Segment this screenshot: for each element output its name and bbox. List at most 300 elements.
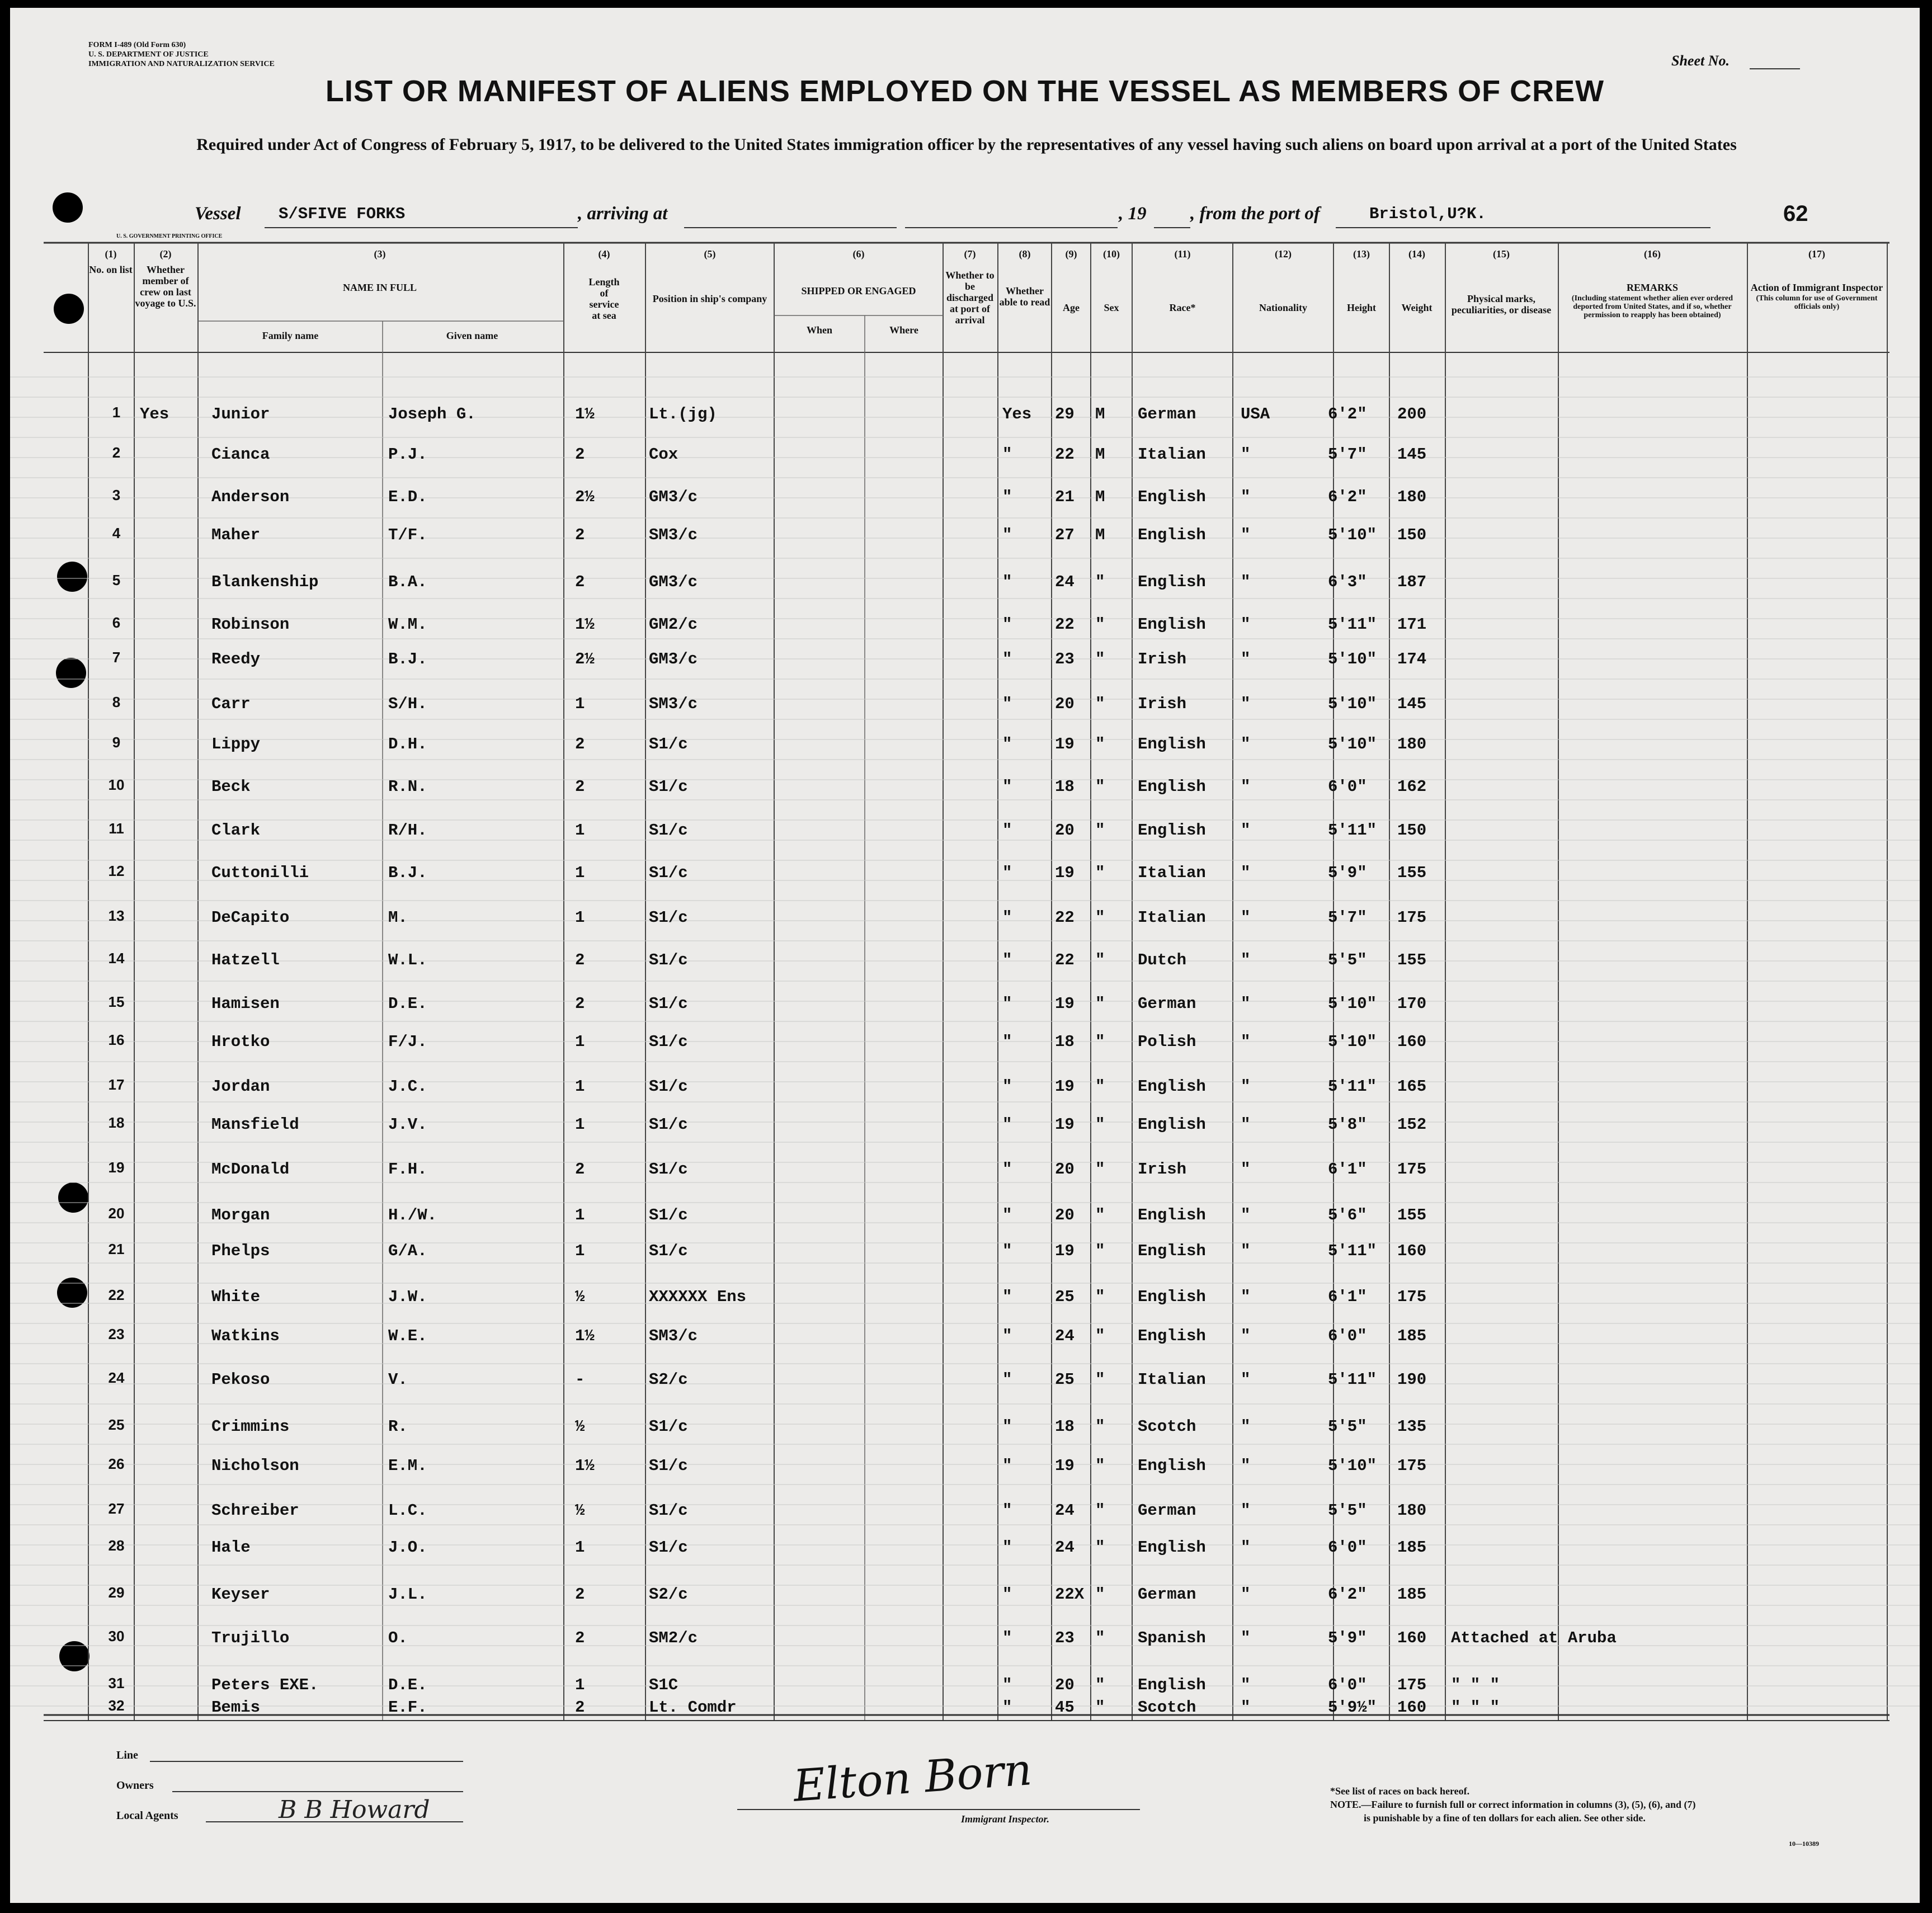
col-1-header: (1) No. on list [89,248,133,275]
given-name-cell: J.V. [388,1115,427,1134]
service-length-cell: 2 [575,1585,585,1604]
able-to-read-cell: " [1002,573,1012,591]
position-cell: S1/c [649,1417,688,1436]
service-length-cell: 1 [575,821,585,840]
sex-cell: " [1095,1327,1105,1345]
service-length-cell: 1 [575,695,585,713]
row-number: 8 [112,694,121,710]
given-name-cell: B.A. [388,573,427,591]
family-name-cell: McDonald [211,1160,290,1179]
punch-hole [57,1278,87,1308]
sex-cell: " [1095,951,1105,969]
position-cell: S1/c [649,1115,688,1134]
vessel-label: Vessel [195,204,241,224]
position-cell: S1/c [649,995,688,1013]
weight-cell: 155 [1397,1206,1427,1224]
service-length-cell: 1 [575,1077,585,1096]
punch-hole [56,658,86,688]
sex-cell: " [1095,1160,1105,1179]
family-name-cell: Robinson [211,615,290,634]
position-cell: Lt.(jg) [649,405,717,423]
weight-cell: 162 [1397,778,1427,796]
col-14-header: (14) Weight [1401,248,1432,313]
weight-cell: 175 [1397,908,1427,927]
age-cell: 19 [1055,735,1075,753]
sex-cell: M [1095,445,1105,464]
age-cell: 21 [1055,488,1075,506]
race-cell: Scotch [1138,1698,1196,1717]
service-length-cell: 2½ [575,488,595,506]
nationality-cell: " [1241,695,1251,713]
family-name-cell: Trujillo [211,1629,290,1647]
col-9-header: (9) Age [1063,248,1080,313]
position-cell: S1/c [649,1160,688,1179]
row-number: 4 [112,525,121,541]
position-cell: S1/c [649,1206,688,1224]
form-id: FORM I-489 (Old Form 630) U. S. DEPARTMENT OF JUSTICE IMMIGRATION AND NATURALIZATION SERVICE [88,41,275,68]
weight-cell: 200 [1397,405,1427,423]
able-to-read-cell: " [1002,695,1012,713]
age-cell: 24 [1055,1327,1075,1345]
note-line-1: NOTE.—Failure to furnish full or correct information in columns (3), (5), (6), and (7) [1330,1799,1696,1810]
family-name-cell: Peters EXE. [211,1676,319,1694]
given-name-cell: D.H. [388,735,427,753]
height-cell: 5'10" [1328,650,1377,668]
service-length-cell: 2 [575,1629,585,1647]
service-length-cell: ½ [575,1288,585,1306]
sex-cell: " [1095,1501,1105,1520]
given-name-cell: J.W. [388,1288,427,1306]
height-cell: 5'11" [1328,1242,1377,1260]
race-cell: English [1138,526,1206,544]
service-length-cell: 1½ [575,615,595,634]
nationality-cell: " [1241,735,1251,753]
age-cell: 25 [1055,1370,1075,1389]
service-length-cell: 1 [575,1206,585,1224]
able-to-read-cell: " [1002,951,1012,969]
family-name-cell: Schreiber [211,1501,299,1520]
given-name-cell: R/H. [388,821,427,840]
given-name-cell: D.E. [388,995,427,1013]
nationality-cell: " [1241,864,1251,882]
nationality-cell: " [1241,1115,1251,1134]
position-cell: S1/c [649,1501,688,1520]
position-cell: SM3/c [649,695,698,713]
race-cell: Italian [1138,445,1206,464]
nationality-cell: " [1241,1206,1251,1224]
height-cell: 6'2" [1328,488,1367,506]
service-length-cell: 2 [575,445,585,464]
race-cell: Irish [1138,1160,1187,1179]
nationality-cell: " [1241,1457,1251,1475]
able-to-read-cell: " [1002,778,1012,796]
position-cell: S1/c [649,1242,688,1260]
height-cell: 6'0" [1328,1538,1367,1557]
height-cell: 5'11" [1328,615,1377,634]
age-cell: 45 [1055,1698,1075,1717]
given-name-cell: D.E. [388,1676,427,1694]
height-cell: 6'0" [1328,1327,1367,1345]
row-number: 29 [108,1584,125,1601]
owners-label: Owners [116,1779,154,1792]
given-name-cell: J.C. [388,1077,427,1096]
family-name-cell: Clark [211,821,261,840]
row-number: 25 [108,1416,125,1433]
able-to-read-cell: " [1002,1585,1012,1604]
height-cell: 5'10" [1328,526,1377,544]
given-name-cell: V. [388,1370,408,1389]
given-name-cell: T/F. [388,526,427,544]
col-17-header: (17) Action of Immigrant Inspector (This column for use of Government officials only) [1750,248,1883,311]
page-title: LIST OR MANIFEST OF ALIENS EMPLOYED ON THE VESSEL AS MEMBERS OF CREW [325,74,1605,108]
nationality-cell: " [1241,908,1251,927]
col-4-header: (4) Length of service at sea [588,248,620,321]
height-cell: 6'1" [1328,1160,1367,1179]
weight-cell: 180 [1397,488,1427,506]
able-to-read-cell: " [1002,735,1012,753]
age-cell: 20 [1055,1676,1075,1694]
nationality-cell: " [1241,1417,1251,1436]
given-name-cell: B.J. [388,650,427,668]
able-to-read-cell: " [1002,1676,1012,1694]
race-cell: English [1138,1676,1206,1694]
col-11-header: (11) Race* [1169,248,1196,313]
race-cell: Dutch [1138,951,1187,969]
race-cell: German [1138,1501,1196,1520]
col-5-header: (5) Position in ship's company [652,248,767,304]
service-length-cell: 1 [575,908,585,927]
position-cell: SM3/c [649,1327,698,1345]
given-name-cell: H./W. [388,1206,437,1224]
given-name-cell: J.L. [388,1585,427,1604]
position-cell: S1C [649,1676,678,1694]
family-name-cell: Bemis [211,1698,261,1717]
nationality-cell: " [1241,650,1251,668]
nationality-cell: USA [1241,405,1270,423]
height-cell: 5'10" [1328,735,1377,753]
family-name-cell: Blankenship [211,573,319,591]
sex-cell: " [1095,1585,1105,1604]
owners-underline [172,1791,463,1792]
row-number: 11 [109,820,124,837]
weight-cell: 155 [1397,951,1427,969]
weight-cell: 160 [1397,1629,1427,1647]
family-name-subheader: Family name [262,330,319,341]
able-to-read-cell: " [1002,1501,1012,1520]
line-label: Line [116,1749,138,1761]
nationality-cell: " [1241,1676,1251,1694]
family-name-cell: Hatzell [211,951,280,969]
nationality-cell: " [1241,1698,1251,1717]
row-number: 21 [108,1241,125,1257]
remarks-cell: " " " [1451,1676,1500,1694]
age-cell: 20 [1055,695,1075,713]
position-cell: GM3/c [649,488,698,506]
height-cell: 5'5" [1328,1417,1367,1436]
age-cell: 19 [1055,1242,1075,1260]
row-number: 27 [108,1500,125,1517]
given-name-cell: E.F. [388,1698,427,1717]
given-name-cell: M. [388,908,408,927]
race-cell: English [1138,821,1206,840]
height-cell: 5'5" [1328,951,1367,969]
position-cell: S1/c [649,908,688,927]
service-length-cell: 2½ [575,650,595,668]
service-length-cell: 2 [575,526,585,544]
sex-cell: " [1095,908,1105,927]
service-length-cell: ½ [575,1417,585,1436]
col-16-header: (16) REMARKS (Including statement whether alien ever ordered deported from United States, and if so, whether permission to reapply has been obtained) [1571,248,1733,319]
row-number: 13 [108,907,125,924]
family-name-cell: Lippy [211,735,261,753]
nationality-cell: " [1241,1033,1251,1051]
weight-cell: 145 [1397,445,1427,464]
arriving-label: , arriving at [578,204,668,224]
race-cell: English [1138,488,1206,506]
col-10-header: (10) Sex [1103,248,1120,313]
remarks-cell: Attached at Aruba [1451,1629,1617,1647]
weight-cell: 187 [1397,573,1427,591]
family-name-cell: Mansfield [211,1115,299,1134]
sex-cell: " [1095,778,1105,796]
able-to-read-cell: " [1002,995,1012,1013]
height-cell: 5'7" [1328,445,1367,464]
position-cell: S1/c [649,1457,688,1475]
able-to-read-cell: " [1002,1629,1012,1647]
sex-cell: " [1095,1538,1105,1557]
family-name-cell: Hrotko [211,1033,270,1051]
weight-cell: 171 [1397,615,1427,634]
page-number: 62 [1783,201,1808,226]
sex-cell: " [1095,1698,1105,1717]
height-cell: 5'10" [1328,695,1377,713]
position-cell: Lt. Comdr [649,1698,737,1717]
able-to-read-cell: " [1002,1538,1012,1557]
position-cell: S1/c [649,951,688,969]
position-cell: S1/c [649,821,688,840]
sex-cell: " [1095,1417,1105,1436]
given-name-cell: W.L. [388,951,427,969]
weight-cell: 160 [1397,1242,1427,1260]
able-to-read-cell: " [1002,1242,1012,1260]
service-length-cell: - [575,1370,585,1389]
page-subtitle: Required under Act of Congress of February 5, 1917, to be delivered to the United States immigration officer by the representatives of any vessel having such aliens on board upon arrival at a port of the United States [196,135,1737,154]
row-number: 22 [108,1287,125,1303]
family-name-cell: DeCapito [211,908,290,927]
nationality-cell: " [1241,573,1251,591]
race-cell: English [1138,1115,1206,1134]
given-name-cell: Joseph G. [388,405,476,423]
race-cell: Scotch [1138,1417,1196,1436]
family-name-cell: Pekoso [211,1370,270,1389]
height-cell: 5'10" [1328,995,1377,1013]
weight-cell: 152 [1397,1115,1427,1134]
sex-cell: " [1095,650,1105,668]
port-underline [1336,227,1710,228]
race-cell: English [1138,1077,1206,1096]
family-name-cell: Junior [211,405,270,423]
row-number: 31 [108,1675,125,1691]
age-cell: 19 [1055,1077,1075,1096]
age-cell: 19 [1055,864,1075,882]
nationality-cell: " [1241,1242,1251,1260]
nationality-cell: " [1241,445,1251,464]
weight-cell: 175 [1397,1160,1427,1179]
race-cell: German [1138,1585,1196,1604]
race-cell: German [1138,405,1196,423]
family-name-cell: Carr [211,695,251,713]
able-to-read-cell: " [1002,445,1012,464]
prev-voyage-cell: Yes [140,405,169,423]
height-cell: 5'10" [1328,1457,1377,1475]
weight-cell: 190 [1397,1370,1427,1389]
row-number: 30 [108,1628,125,1645]
row-number: 10 [108,776,125,793]
row-number: 17 [108,1076,125,1093]
service-length-cell: 2 [575,735,585,753]
year-label: , 19 [1119,204,1147,224]
race-cell: English [1138,1538,1206,1557]
age-cell: 22X [1055,1585,1085,1604]
service-length-cell: 2 [575,1160,585,1179]
local-agents-label: Local Agents [116,1810,178,1822]
age-cell: 29 [1055,405,1075,423]
sex-cell: " [1095,995,1105,1013]
family-name-cell: Nicholson [211,1457,299,1475]
family-name-cell: Jordan [211,1077,270,1096]
family-name-cell: Keyser [211,1585,270,1604]
row-number: 3 [112,487,121,503]
family-name-cell: Reedy [211,650,261,668]
given-name-cell: F/J. [388,1033,427,1051]
service-length-cell: 2 [575,1698,585,1717]
where-subheader: Where [889,324,918,336]
race-cell: English [1138,735,1206,753]
given-name-cell: S/H. [388,695,427,713]
height-cell: 5'11" [1328,1077,1377,1096]
height-cell: 5'11" [1328,1370,1377,1389]
able-to-read-cell: " [1002,526,1012,544]
weight-cell: 135 [1397,1417,1427,1436]
given-name-cell: P.J. [388,445,427,464]
given-name-cell: R. [388,1417,408,1436]
position-cell: GM3/c [649,573,698,591]
row-number: 28 [108,1537,125,1554]
sex-cell: M [1095,526,1105,544]
row-number: 18 [108,1114,125,1131]
able-to-read-cell: " [1002,1115,1012,1134]
able-to-read-cell: " [1002,1206,1012,1224]
family-name-cell: Cianca [211,445,270,464]
nationality-cell: " [1241,778,1251,796]
weight-cell: 174 [1397,650,1427,668]
nationality-cell: " [1241,1370,1251,1389]
age-cell: 22 [1055,615,1075,634]
race-cell: Spanish [1138,1629,1206,1647]
able-to-read-cell: " [1002,1160,1012,1179]
height-cell: 6'0" [1328,778,1367,796]
service-length-cell: 1 [575,1242,585,1260]
race-cell: Irish [1138,695,1187,713]
given-name-cell: F.H. [388,1160,427,1179]
given-name-cell: B.J. [388,864,427,882]
age-cell: 24 [1055,573,1075,591]
row-number: 19 [108,1159,125,1176]
family-name-cell: Crimmins [211,1417,290,1436]
col-13-header: (13) Height [1347,248,1376,313]
able-to-read-cell: " [1002,1698,1012,1717]
nationality-cell: " [1241,1327,1251,1345]
height-cell: 5'10" [1328,1033,1377,1051]
race-cell: Irish [1138,650,1187,668]
row-number: 16 [108,1031,125,1048]
punch-hole [57,562,87,592]
sex-cell: " [1095,695,1105,713]
col-8-header: (8) Whether able to read [999,248,1050,308]
age-cell: 22 [1055,445,1075,464]
weight-cell: 175 [1397,1457,1427,1475]
weight-cell: 155 [1397,864,1427,882]
age-cell: 23 [1055,1629,1075,1647]
punch-hole [54,294,84,324]
able-to-read-cell: Yes [1002,405,1032,423]
race-cell: Italian [1138,864,1206,882]
nationality-cell: " [1241,951,1251,969]
race-cell: English [1138,1457,1206,1475]
able-to-read-cell: " [1002,1417,1012,1436]
sex-cell: M [1095,488,1105,506]
age-cell: 22 [1055,908,1075,927]
race-cell: Polish [1138,1033,1196,1051]
nationality-cell: " [1241,821,1251,840]
sex-cell: " [1095,1033,1105,1051]
form-code: 10—10389 [1789,1840,1819,1848]
family-name-cell: Morgan [211,1206,270,1224]
nationality-cell: " [1241,1538,1251,1557]
arriving-underline [684,227,897,228]
nationality-cell: " [1241,1077,1251,1096]
row-number: 15 [108,993,125,1010]
position-cell: GM3/c [649,650,698,668]
family-name-cell: Anderson [211,488,290,506]
weight-cell: 185 [1397,1585,1427,1604]
manifest-page [10,8,1920,1903]
age-cell: 27 [1055,526,1075,544]
given-name-cell: E.D. [388,488,427,506]
family-name-cell: Hale [211,1538,251,1557]
inspector-label: Immigrant Inspector. [961,1813,1050,1825]
given-name-cell: W.M. [388,615,427,634]
sex-cell: " [1095,735,1105,753]
family-name-cell: Hamisen [211,995,280,1013]
sheet-number-label: Sheet No. [1671,53,1730,69]
col-2-header: (2) Whether member of crew on last voyage to U.S. [135,248,196,309]
given-name-cell: J.O. [388,1538,427,1557]
given-name-cell: W.E. [388,1327,427,1345]
from-port-label: , from the port of [1190,204,1320,224]
able-to-read-cell: " [1002,488,1012,506]
height-cell: 5'9" [1328,864,1367,882]
able-to-read-cell: " [1002,864,1012,882]
race-cell: German [1138,995,1196,1013]
sex-cell: " [1095,1370,1105,1389]
sex-cell: " [1095,1115,1105,1134]
service-length-cell: 1 [575,1676,585,1694]
row-number: 2 [112,444,121,461]
sex-cell: " [1095,1242,1105,1260]
sex-cell: " [1095,1206,1105,1224]
family-name-cell: White [211,1288,261,1306]
